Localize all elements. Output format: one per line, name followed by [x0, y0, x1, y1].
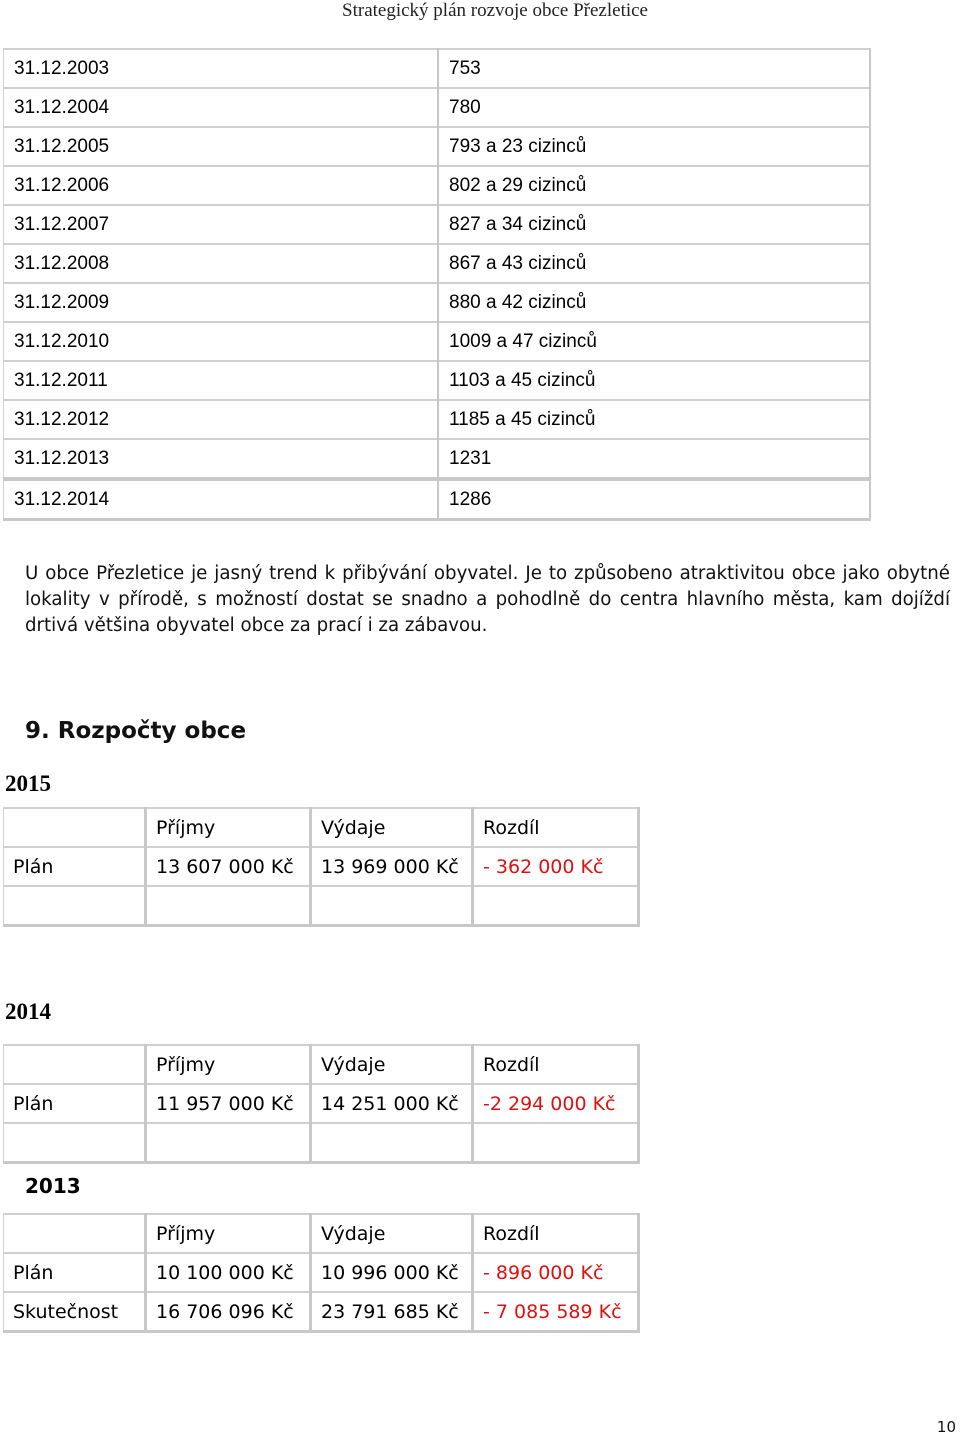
table-header-row — [4, 808, 639, 847]
value-cell: 1231 — [438, 439, 870, 479]
year-heading-2015: 2015 — [5, 771, 51, 796]
table-row — [4, 439, 871, 479]
expense-cell — [311, 1123, 473, 1163]
difference-cell: - 362 000 Kč — [473, 847, 639, 886]
row-label: Plán — [4, 1084, 146, 1123]
income-cell: 16 706 096 Kč — [146, 1292, 311, 1332]
difference-cell: - 896 000 Kč — [473, 1253, 639, 1292]
year-heading-2013: 2013 — [25, 1174, 81, 1198]
date-cell: 31.12.2014 — [4, 479, 439, 520]
income-cell: 10 100 000 Kč — [146, 1253, 311, 1292]
population-table — [3, 48, 871, 521]
row-label — [4, 886, 146, 926]
page-number: 10 — [936, 1418, 956, 1436]
value-cell: 1009 a 47 cizinců — [438, 322, 870, 361]
header-cell-difference: Rozdíl — [473, 808, 639, 847]
header-cell-expense: Výdaje — [311, 1045, 473, 1084]
budget-table-2015 — [3, 807, 640, 927]
value-cell: 827 a 34 cizinců — [438, 205, 870, 244]
table-row — [4, 166, 871, 205]
section-title: 9. Rozpočty obce — [25, 718, 247, 744]
value-cell: 802 a 29 cizinců — [438, 166, 870, 205]
expense-cell: 10 996 000 Kč — [311, 1253, 473, 1292]
value-cell: 780 — [438, 88, 870, 127]
table-row — [4, 1292, 639, 1332]
table-row — [4, 1084, 639, 1123]
table-header-row — [4, 1045, 639, 1084]
table-row — [4, 127, 871, 166]
income-cell — [146, 886, 311, 926]
year-heading-2014: 2014 — [5, 999, 51, 1024]
date-cell: 31.12.2007 — [4, 205, 439, 244]
page-header-title: Strategický plán rozvoje obce Přezletice — [342, 0, 648, 21]
date-cell: 31.12.2012 — [4, 400, 439, 439]
income-cell: 13 607 000 Kč — [146, 847, 311, 886]
table-row — [4, 886, 639, 926]
expense-cell — [311, 886, 473, 926]
value-cell: 793 a 23 cizinců — [438, 127, 870, 166]
header-cell-income: Příjmy — [146, 1214, 311, 1253]
value-cell: 867 a 43 cizinců — [438, 244, 870, 283]
header-cell-income: Příjmy — [146, 808, 311, 847]
table-header-row — [4, 1214, 639, 1253]
date-cell: 31.12.2013 — [4, 439, 439, 479]
budget-table-2013 — [3, 1213, 640, 1333]
header-cell — [4, 1045, 146, 1084]
budget-table-2014 — [3, 1044, 640, 1164]
table-row — [4, 361, 871, 400]
table-row — [4, 283, 871, 322]
table-row — [4, 88, 871, 127]
value-cell: 753 — [438, 49, 870, 88]
table-row — [4, 479, 871, 520]
expense-cell: 23 791 685 Kč — [311, 1292, 473, 1332]
date-cell: 31.12.2005 — [4, 127, 439, 166]
income-cell — [146, 1123, 311, 1163]
difference-cell: -2 294 000 Kč — [473, 1084, 639, 1123]
table-row — [4, 400, 871, 439]
value-cell: 1286 — [438, 479, 870, 520]
value-cell: 1185 a 45 cizinců — [438, 400, 870, 439]
difference-cell — [473, 886, 639, 926]
row-label: Plán — [4, 847, 146, 886]
table-row — [4, 49, 871, 88]
table-row — [4, 322, 871, 361]
header-cell — [4, 1214, 146, 1253]
date-cell: 31.12.2004 — [4, 88, 439, 127]
table-row — [4, 1253, 639, 1292]
date-cell: 31.12.2003 — [4, 49, 439, 88]
expense-cell: 14 251 000 Kč — [311, 1084, 473, 1123]
date-cell: 31.12.2009 — [4, 283, 439, 322]
header-cell-expense: Výdaje — [311, 1214, 473, 1253]
header-cell-difference: Rozdíl — [473, 1045, 639, 1084]
population-trend-paragraph: U obce Přezletice je jasný trend k přibývání obyvatel. Je to způsobeno atraktivitou obce jako obytné lokality v přírodě, s možností dostat se snadno a pohodlně do centra hlavního města, kam dojíždí drtivá většina obyvatel obce za prací i za zábavou. — [25, 563, 950, 637]
header-cell-difference: Rozdíl — [473, 1214, 639, 1253]
date-cell: 31.12.2010 — [4, 322, 439, 361]
table-row — [4, 1123, 639, 1163]
difference-cell: - 7 085 589 Kč — [473, 1292, 639, 1332]
header-cell-income: Příjmy — [146, 1045, 311, 1084]
row-label: Plán — [4, 1253, 146, 1292]
date-cell: 31.12.2008 — [4, 244, 439, 283]
date-cell: 31.12.2011 — [4, 361, 439, 400]
table-row — [4, 244, 871, 283]
row-label — [4, 1123, 146, 1163]
date-cell: 31.12.2006 — [4, 166, 439, 205]
row-label: Skutečnost — [4, 1292, 146, 1332]
table-row — [4, 205, 871, 244]
income-cell: 11 957 000 Kč — [146, 1084, 311, 1123]
value-cell: 1103 a 45 cizinců — [438, 361, 870, 400]
header-cell-expense: Výdaje — [311, 808, 473, 847]
difference-cell — [473, 1123, 639, 1163]
expense-cell: 13 969 000 Kč — [311, 847, 473, 886]
value-cell: 880 a 42 cizinců — [438, 283, 870, 322]
header-cell — [4, 808, 146, 847]
table-row — [4, 847, 639, 886]
